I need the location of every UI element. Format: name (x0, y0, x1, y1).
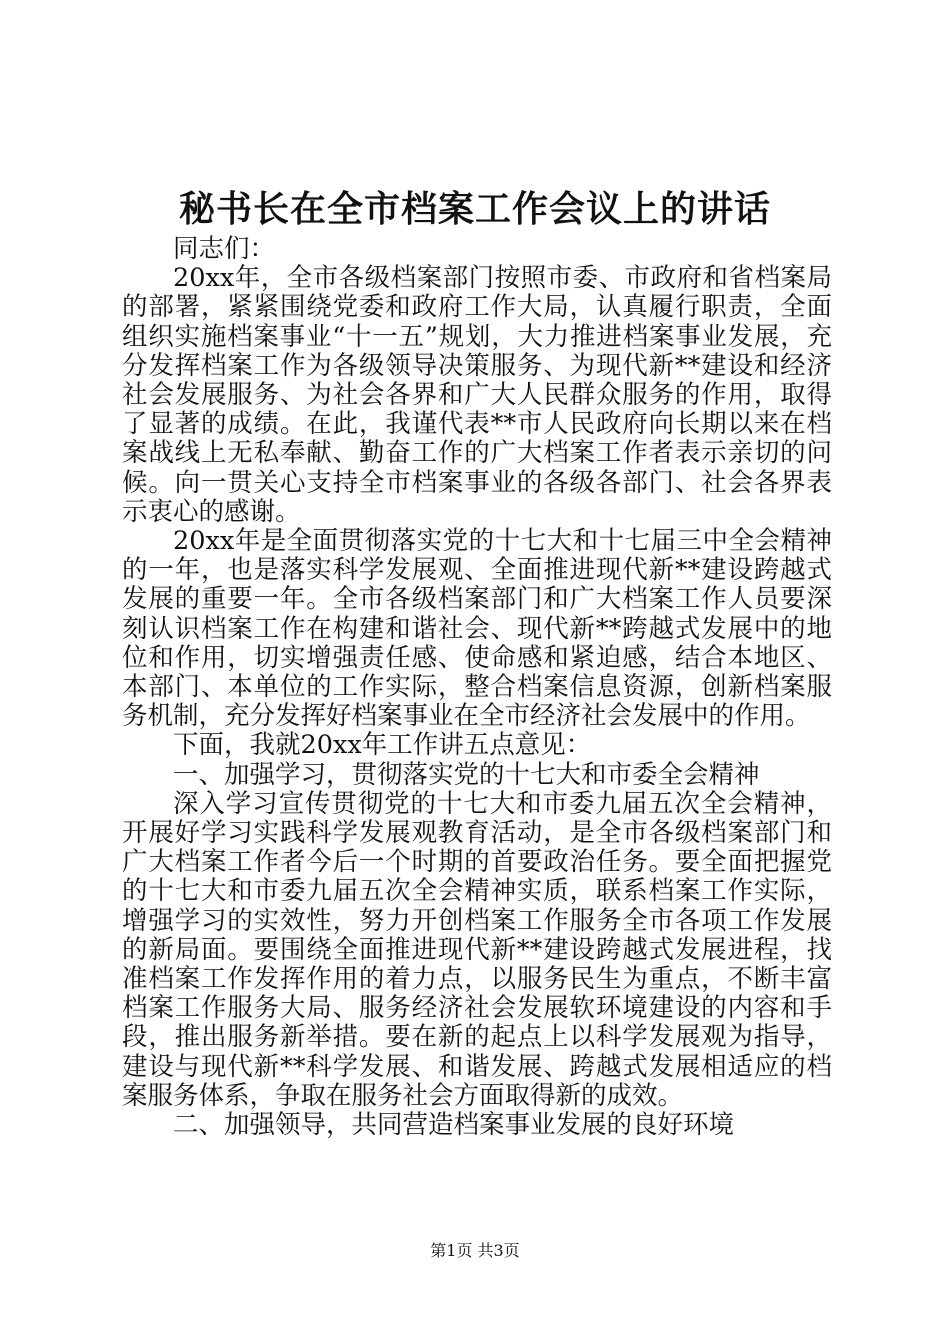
paragraph: 20xx年是全面贯彻落实党的十七大和十七届三中全会精神的一年，也是落实科学发展观、全面推进现代新**建设跨越式发展的重要一年。全市各级档案部门和广大档案工作人员要深刻认识档案工作在构建和谐社会、现代新**跨越式发展中的地位和作用，切实增强责任感、使命感和紧迫感，结合本地区、本部门、本单位的工作实际，整合档案信息资源，创新档案服务机制，充分发挥好档案事业在全市经济社会发展中的作用。 (122, 526, 832, 732)
document-title: 秘书长在全市档案工作会议上的讲话 (178, 188, 771, 230)
document-body (122, 235, 832, 1140)
paragraph: 深入学习宣传贯彻党的十七大和市委九届五次全会精神，开展好学习实践科学发展观教育活动，是全市各级档案部门和广大档案工作者今后一个时期的首要政治任务。要全面把握党的十七大和市委九届五次全会精神实质，联系档案工作实际，增强学习的实效性，努力开创档案工作服务全市各项工作发展的新局面。要围绕全面推进现代新**建设跨越式发展进程，找准档案工作发挥作用的着力点，以服务民生为重点，不断丰富档案工作服务大局、服务经济社会发展软环境建设的内容和手段，推出服务新举措。要在新的起点上以科学发展观为指导，建设与现代新**科学发展、和谐发展、跨越式发展相适应的档案服务体系，争取在服务社会方面取得新的成效。 (122, 788, 832, 1111)
paragraph: 20xx年，全市各级档案部门按照市委、市政府和省档案局的部署，紧紧围绕党委和政府工作大局，认真履行职责，全面组织实施档案事业“十一五”规划，大力推进档案事业发展，充分发挥档案工作为各级领导决策服务、为现代新**建设和经济社会发展服务、为社会各界和广大人民群众服务的作用，取得了显著的成绩。在此，我谨代表**市人民政府向长期以来在档案战线上无私奉献、勤奋工作的广大档案工作者表示亲切的问候。向一贯关心支持全市档案事业的各级各部门、社会各界表示衷心的感谢。 (122, 263, 832, 527)
page-footer: 第1页 共3页 (430, 1241, 520, 1260)
section-heading: 一、加强学习，贯彻落实党的十七大和市委全会精神 (173, 759, 760, 790)
section-heading: 二、加强领导，共同营造档案事业发展的良好环境 (173, 1110, 735, 1141)
paragraph: 下面，我就20xx年工作讲五点意见： (173, 730, 592, 761)
salutation: 同志们： (173, 234, 276, 264)
